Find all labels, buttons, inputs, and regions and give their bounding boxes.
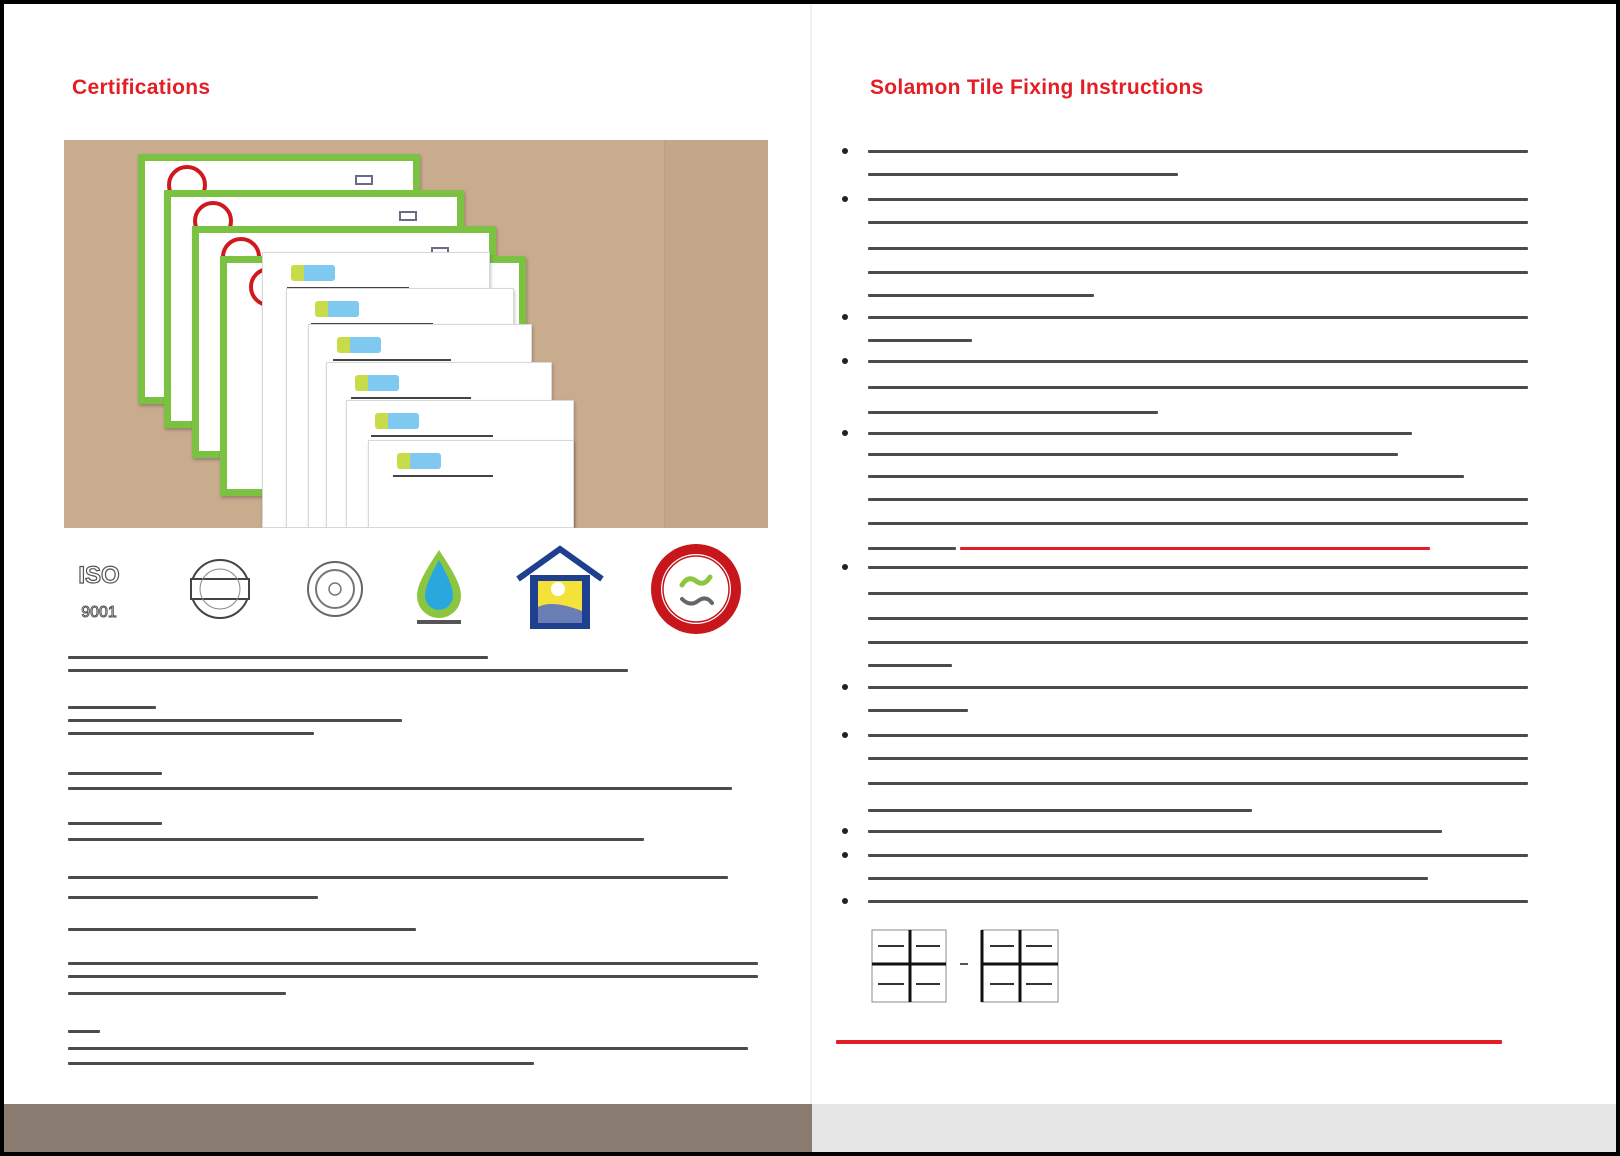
- list-bullet: [842, 828, 848, 834]
- list-bullet: [842, 732, 848, 738]
- body-text-block: [68, 1030, 748, 1065]
- list-item: [868, 900, 1528, 903]
- red-seal-logo: [646, 544, 746, 634]
- round-badge-logo: [300, 544, 370, 634]
- certification-seal-logo: [180, 544, 260, 634]
- brochure-spread: [4, 4, 1616, 1152]
- list-bullet: [842, 430, 848, 436]
- certificates-photo: [64, 140, 768, 528]
- list-item: [868, 686, 1528, 712]
- list-bullet: [842, 564, 848, 570]
- list-item: [868, 830, 1442, 833]
- list-item: [868, 432, 1528, 550]
- house-logo: [510, 544, 610, 634]
- certification-logos: [64, 544, 768, 634]
- list-bullet: [842, 314, 848, 320]
- list-item: [868, 150, 1528, 176]
- body-text-block: [68, 656, 628, 672]
- body-text-block: [68, 822, 644, 841]
- water-drop-logo: [404, 544, 474, 634]
- body-text-block: [68, 706, 402, 735]
- body-text-block: [68, 876, 728, 899]
- iso-logo: [64, 544, 134, 634]
- photo-wall-panel: [664, 140, 768, 528]
- svg-text:9001: 9001: [81, 604, 117, 621]
- list-bullet: [842, 196, 848, 202]
- tile-layout-diagram: [870, 928, 1060, 1004]
- list-item: [868, 360, 1528, 414]
- list-item: [868, 734, 1528, 812]
- svg-text:ISO: ISO: [78, 562, 120, 589]
- left-page: [4, 4, 812, 1152]
- list-bullet: [842, 898, 848, 904]
- warning-note: [836, 1038, 1502, 1046]
- list-bullet: [842, 684, 848, 690]
- right-page: [812, 4, 1616, 1152]
- document-sheet: [368, 440, 574, 528]
- body-text-block: [68, 928, 416, 931]
- certifications-title: Certifications: [72, 76, 211, 99]
- list-item: [868, 316, 1528, 342]
- list-bullet: [842, 148, 848, 154]
- list-item: [868, 854, 1528, 880]
- list-bullet: [842, 358, 848, 364]
- list-item: [868, 198, 1528, 297]
- fixing-instructions-title: Solamon Tile Fixing Instructions: [870, 76, 1204, 99]
- list-item: [868, 566, 1528, 667]
- body-text-block: [68, 772, 732, 790]
- list-bullet: [842, 852, 848, 858]
- body-text-block: [68, 962, 758, 995]
- left-page-footer: [4, 1104, 812, 1152]
- right-page-footer: [812, 1104, 1616, 1152]
